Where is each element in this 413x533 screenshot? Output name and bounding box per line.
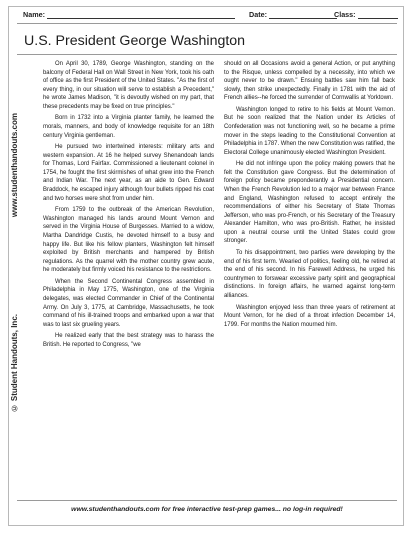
paragraph: He did not infringe upon the policy making powers that he felt the Constitution gave Congress. But the determination of foreign policy became preponderantly a Presidential concern. When the French Revolution led to a major war between France and England, Washington refused to accept entirely the recommendations of either his Secretary of State Thomas Jefferson, who was pro-French, or his Secretary of the Treasury Alexander Hamilton, who was pro-British. Rather, he insisted upon a neutral course until the United States could grow stronger. [224, 161, 395, 245]
class-field[interactable] [334, 10, 398, 19]
date-field[interactable] [249, 10, 337, 19]
paragraph: Born in 1732 into a Virginia planter family, he learned the morals, manners, and body of knowledge requisite for an 18th century Virginia gentleman. [43, 115, 214, 139]
page-title: U.S. President George Washington [24, 33, 246, 49]
paragraph: To his disappointment, two parties were developing by the end of his first term. Wearied of politics, feeling old, he retired at the end of his second. In his Farewell Address, he urged his countrymen to forswear excessive party spirit and geographical distinctions. In foreign affairs, he warned against long-term alliances. [224, 250, 395, 299]
header-divider [17, 23, 397, 24]
date-label: Date: [249, 10, 267, 19]
class-line[interactable] [358, 13, 398, 19]
name-line[interactable] [47, 13, 235, 19]
paragraph: From 1759 to the outbreak of the American Revolution, Washington managed his lands around Mount Vernon and served in the Virginia House of Burgesses. Married to a widow, Martha Dandridge Custis, he devoted himself to a busy and happy life. But like his fellow planters, Washington felt himself exploited by British merchants and hampered by British regulations. As the quarrel with the mother country grew acute, he moderately but firmly voiced his resistance to the restrictions. [43, 207, 214, 274]
sidebar-website [0, 60, 28, 270]
footer-divider [17, 500, 397, 501]
class-label: Class: [334, 10, 356, 19]
title-divider [17, 54, 397, 55]
paragraph: He pursued two intertwined interests: military arts and western expansion. At 16 he helped survey Shenandoah lands for Thomas, Lord Fairfax. Commissioned a lieutenant colonel in 1754, he fought the first skirmishes of what grew into the French and Indian War. The next year, as an aide to Gen. Edward Braddock, he escaped injury although four bullets ripped his coat and two horses were shot from under him. [43, 144, 214, 202]
paragraph: When the Second Continental Congress assembled in Philadelphia in May 1775, Washington, one of the Virginia delegates, was elected Commander in Chief of the Continental Army. On July 3, 1775, at Cambridge, Massachusetts, he took command of his ill-trained troops and embarked upon a war that was to last six grueling years. [43, 278, 214, 328]
left-column [43, 60, 214, 490]
student-info-header [17, 7, 397, 21]
footer-link[interactable]: www.studenthandouts.com for free interactive test-prep games... no log-in required! [71, 506, 343, 513]
name-field[interactable] [23, 10, 235, 19]
sidebar-website-text: www.studenthandouts.com [9, 112, 19, 218]
name-label: Name: [23, 10, 45, 19]
article-body [43, 60, 395, 490]
sidebar-copyright-text: © Student Handouts, Inc. [9, 313, 19, 413]
sidebar-copyright [0, 278, 28, 448]
paragraph: Washington enjoyed less than three years of retirement at Mount Vernon, for he died of a throat infection December 14, 1799. For months the Nation mourned him. [224, 304, 395, 328]
paragraph: should on all Occasions avoid a general Action, or put anything to the Risque, unless compelled by a necessity, into which we ought never to be drawn." Ensuing battles saw him fall back slowly, then strike unexpectedly. Finally in 1781 with the aid of French allies--he forced the surrender of Cornwallis at Yorktown. [224, 61, 395, 102]
right-column [224, 60, 395, 490]
paragraph: Washington longed to retire to his fields at Mount Vernon. But he soon realized that the Nation under its Articles of Confederation was not functioning well, so he became a prime mover in the steps leading to the Constitutional Convention at Philadelphia in 1787. When the new Constitution was ratified, the Electoral College unanimously elected Washington President. [224, 106, 395, 156]
date-line[interactable] [269, 13, 337, 19]
paragraph: He realized early that the best strategy was to harass the British. He reported to Congress, "we [43, 333, 214, 348]
paragraph: On April 30, 1789, George Washington, standing on the balcony of Federal Hall on Wall Street in New York, took his oath of office as the first President of the United States. "As the first of every thing, in our situation will serve to establish a Precedent," he wrote James Madison, "it is devoutly wished on my part, that these precedents may be fixed on true principles." [43, 61, 214, 110]
